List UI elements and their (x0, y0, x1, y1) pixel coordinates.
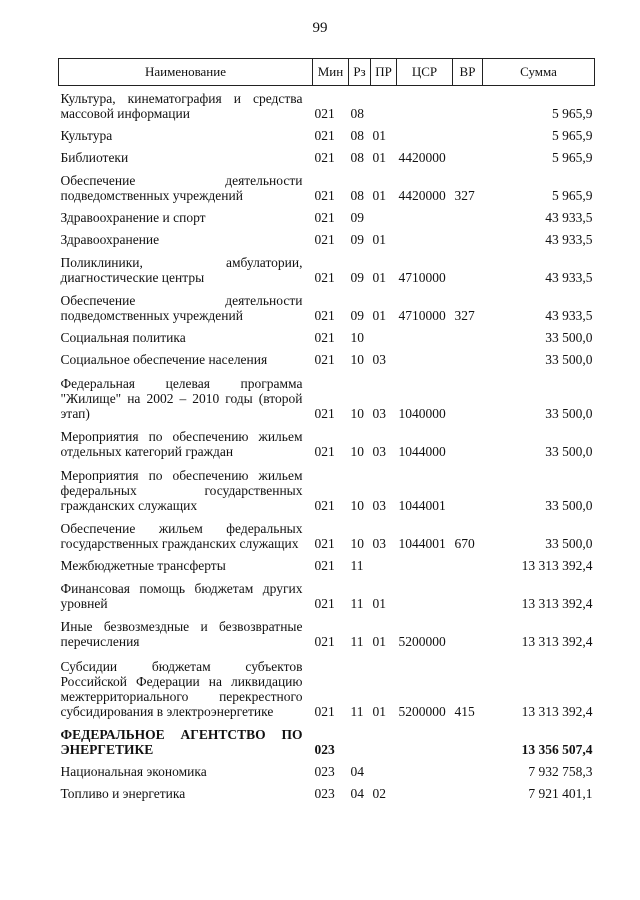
row-vr (453, 576, 483, 614)
row-min: 021 (314, 105, 335, 121)
row-csr (397, 326, 453, 348)
row-min: 021 (314, 535, 335, 551)
row-rz: 04 (350, 763, 364, 779)
row-name: ФЕДЕРАЛЬНОЕ АГЕНТСТВО ПО ЭНЕРГЕТИКЕ (60, 726, 303, 757)
row-sum: 43 933,5 (545, 307, 593, 323)
row-pr (371, 760, 397, 782)
row-vr: 670 (454, 535, 475, 551)
table-row (59, 760, 595, 782)
row-min: 021 (314, 269, 335, 285)
table-row (59, 722, 595, 760)
budget-table (58, 58, 595, 804)
table-row (59, 370, 595, 424)
row-rz: 09 (350, 231, 364, 247)
row-csr (397, 576, 453, 614)
row-csr: 1040000 (398, 405, 446, 421)
table-row (59, 288, 595, 326)
row-csr (397, 348, 453, 370)
table-header-row (59, 59, 595, 86)
row-pr: 01 (372, 595, 386, 611)
row-min: 021 (314, 557, 335, 573)
table-row (59, 326, 595, 348)
row-csr (397, 554, 453, 576)
row-name: Иные безвозмездные и безвозвратные перечисления (60, 618, 303, 649)
row-name: Здравоохранение (60, 231, 160, 247)
row-sum: 13 356 507,4 (521, 741, 593, 757)
row-pr: 01 (372, 633, 386, 649)
row-sum: 33 500,0 (545, 497, 593, 513)
row-min: 021 (314, 209, 335, 225)
row-min: 021 (314, 595, 335, 611)
table-row (59, 554, 595, 576)
row-pr: 03 (372, 535, 386, 551)
row-sum: 33 500,0 (545, 351, 593, 367)
row-name: Финансовая помощь бюджетам других уровней (60, 580, 303, 611)
row-name: Обеспечение деятельности подведомственных учреждений (60, 292, 303, 323)
table-row (59, 614, 595, 652)
table-row (59, 462, 595, 516)
row-rz: 10 (350, 329, 364, 345)
row-min: 021 (314, 329, 335, 345)
table-row (59, 86, 595, 124)
row-min: 021 (314, 443, 335, 459)
row-name: Национальная экономика (60, 763, 207, 779)
row-rz: 10 (350, 497, 364, 513)
row-csr (397, 760, 453, 782)
row-csr: 1044001 (398, 497, 446, 513)
header-sum: Сумма (483, 59, 595, 86)
row-vr (453, 124, 483, 146)
row-csr (397, 206, 453, 228)
row-pr: 03 (372, 497, 386, 513)
row-pr: 01 (372, 187, 386, 203)
row-vr (453, 554, 483, 576)
row-csr: 1044001 (398, 535, 446, 551)
row-sum: 5 965,9 (552, 105, 593, 121)
table-row (59, 206, 595, 228)
row-pr: 01 (372, 307, 386, 323)
row-pr (371, 86, 397, 124)
row-vr (453, 462, 483, 516)
row-name: Культура, кинематография и средства массовой информации (60, 90, 303, 121)
row-min: 021 (314, 231, 335, 247)
row-pr (371, 326, 397, 348)
row-pr (371, 554, 397, 576)
row-min: 021 (314, 351, 335, 367)
row-rz: 08 (350, 149, 364, 165)
table-row (59, 228, 595, 250)
row-rz: 08 (350, 105, 364, 121)
row-rz: 10 (350, 443, 364, 459)
table-row (59, 146, 595, 168)
row-name: Федеральная целевая программа "Жилище" на 2002 – 2010 годы (второй этап) (60, 375, 303, 421)
row-csr (397, 228, 453, 250)
row-csr: 1044000 (398, 443, 446, 459)
row-csr: 4710000 (398, 269, 446, 285)
row-pr (371, 206, 397, 228)
row-csr: 4710000 (398, 307, 446, 323)
row-vr (453, 348, 483, 370)
row-sum: 13 313 392,4 (521, 703, 593, 719)
row-min: 021 (314, 187, 335, 203)
row-vr (453, 86, 483, 124)
row-sum: 13 313 392,4 (521, 557, 593, 573)
row-csr (397, 722, 453, 760)
row-pr: 01 (372, 127, 386, 143)
row-sum: 43 933,5 (545, 209, 593, 225)
row-sum: 33 500,0 (545, 329, 593, 345)
table-row (59, 652, 595, 722)
header-min: Мин (313, 59, 349, 86)
row-name: Поликлиники, амбулатории, диагностические центры (60, 254, 303, 285)
row-vr (453, 206, 483, 228)
row-min: 021 (314, 149, 335, 165)
row-csr (397, 86, 453, 124)
row-rz (349, 722, 371, 760)
row-rz: 08 (350, 127, 364, 143)
row-vr: 415 (454, 703, 475, 719)
row-pr: 01 (372, 269, 386, 285)
row-name: Мероприятия по обеспечению жильем отдельных категорий граждан (60, 428, 303, 459)
header-vr: ВР (453, 59, 483, 86)
row-pr: 01 (372, 231, 386, 247)
row-vr (453, 760, 483, 782)
row-rz: 08 (350, 187, 364, 203)
header-pr: ПР (371, 59, 397, 86)
row-vr (453, 722, 483, 760)
row-name: Библиотеки (60, 149, 129, 165)
row-name: Мероприятия по обеспечению жильем федеральных государственных гражданских служащих (60, 467, 303, 513)
row-csr (397, 124, 453, 146)
row-min: 021 (314, 127, 335, 143)
row-name: Межбюджетные трансферты (60, 557, 226, 573)
row-pr: 01 (372, 149, 386, 165)
row-vr (453, 326, 483, 348)
row-pr: 03 (372, 351, 386, 367)
row-pr: 03 (372, 405, 386, 421)
row-sum: 13 313 392,4 (521, 595, 593, 611)
table-row (59, 516, 595, 554)
row-sum: 5 965,9 (552, 127, 593, 143)
row-pr (371, 722, 397, 760)
row-min: 021 (314, 633, 335, 649)
row-vr (453, 782, 483, 804)
row-name: Здравоохранение и спорт (60, 209, 206, 225)
row-min: 021 (314, 703, 335, 719)
row-pr: 01 (372, 703, 386, 719)
row-rz: 11 (350, 633, 364, 649)
row-sum: 13 313 392,4 (521, 633, 593, 649)
table-row (59, 124, 595, 146)
row-rz: 10 (350, 535, 364, 551)
row-name: Субсидии бюджетам субъектов Российской Федерации на ликвидацию межтерриториального перекрестного субсидирования в электроэнергетике (60, 658, 303, 719)
header-csr: ЦСР (397, 59, 453, 86)
row-name: Социальная политика (60, 329, 186, 345)
row-min: 023 (314, 785, 335, 801)
row-sum: 5 965,9 (552, 187, 593, 203)
row-rz: 11 (350, 557, 364, 573)
table-row (59, 348, 595, 370)
row-csr (397, 782, 453, 804)
table-row (59, 782, 595, 804)
row-pr: 03 (372, 443, 386, 459)
row-vr: 327 (454, 307, 475, 323)
row-rz: 11 (350, 595, 364, 611)
row-sum: 33 500,0 (545, 535, 593, 551)
row-rz: 09 (350, 209, 364, 225)
row-min: 021 (314, 307, 335, 323)
row-sum: 5 965,9 (552, 149, 593, 165)
row-rz: 09 (350, 307, 364, 323)
row-rz: 09 (350, 269, 364, 285)
row-sum: 43 933,5 (545, 231, 593, 247)
row-rz: 10 (350, 405, 364, 421)
table-row (59, 424, 595, 462)
header-rz: Рз (349, 59, 371, 86)
row-vr (453, 370, 483, 424)
row-vr: 327 (454, 187, 475, 203)
row-csr: 4420000 (398, 149, 446, 165)
row-vr (453, 228, 483, 250)
row-name: Топливо и энергетика (60, 785, 186, 801)
row-csr: 5200000 (398, 703, 446, 719)
row-min: 023 (314, 741, 335, 757)
row-sum: 7 932 758,3 (528, 763, 593, 779)
row-min: 021 (314, 497, 335, 513)
row-pr: 02 (372, 785, 386, 801)
row-csr: 4420000 (398, 187, 446, 203)
row-min: 023 (314, 763, 335, 779)
header-name: Наименование (59, 59, 313, 86)
row-rz: 10 (350, 351, 364, 367)
row-name: Социальное обеспечение населения (60, 351, 268, 367)
page-number: 99 (312, 20, 328, 36)
row-sum: 43 933,5 (545, 269, 593, 285)
row-vr (453, 424, 483, 462)
row-name: Культура (60, 127, 113, 143)
row-min: 021 (314, 405, 335, 421)
row-vr (453, 614, 483, 652)
table-row (59, 250, 595, 288)
row-name: Обеспечение жильем федеральных государственных гражданских служащих (60, 520, 303, 551)
table-row (59, 168, 595, 206)
row-name: Обеспечение деятельности подведомственных учреждений (60, 172, 303, 203)
row-csr: 5200000 (398, 633, 446, 649)
row-sum: 33 500,0 (545, 443, 593, 459)
row-vr (453, 250, 483, 288)
row-sum: 7 921 401,1 (528, 785, 593, 801)
row-rz: 04 (350, 785, 364, 801)
row-rz: 11 (350, 703, 364, 719)
row-vr (453, 146, 483, 168)
table-row (59, 576, 595, 614)
row-sum: 33 500,0 (545, 405, 593, 421)
